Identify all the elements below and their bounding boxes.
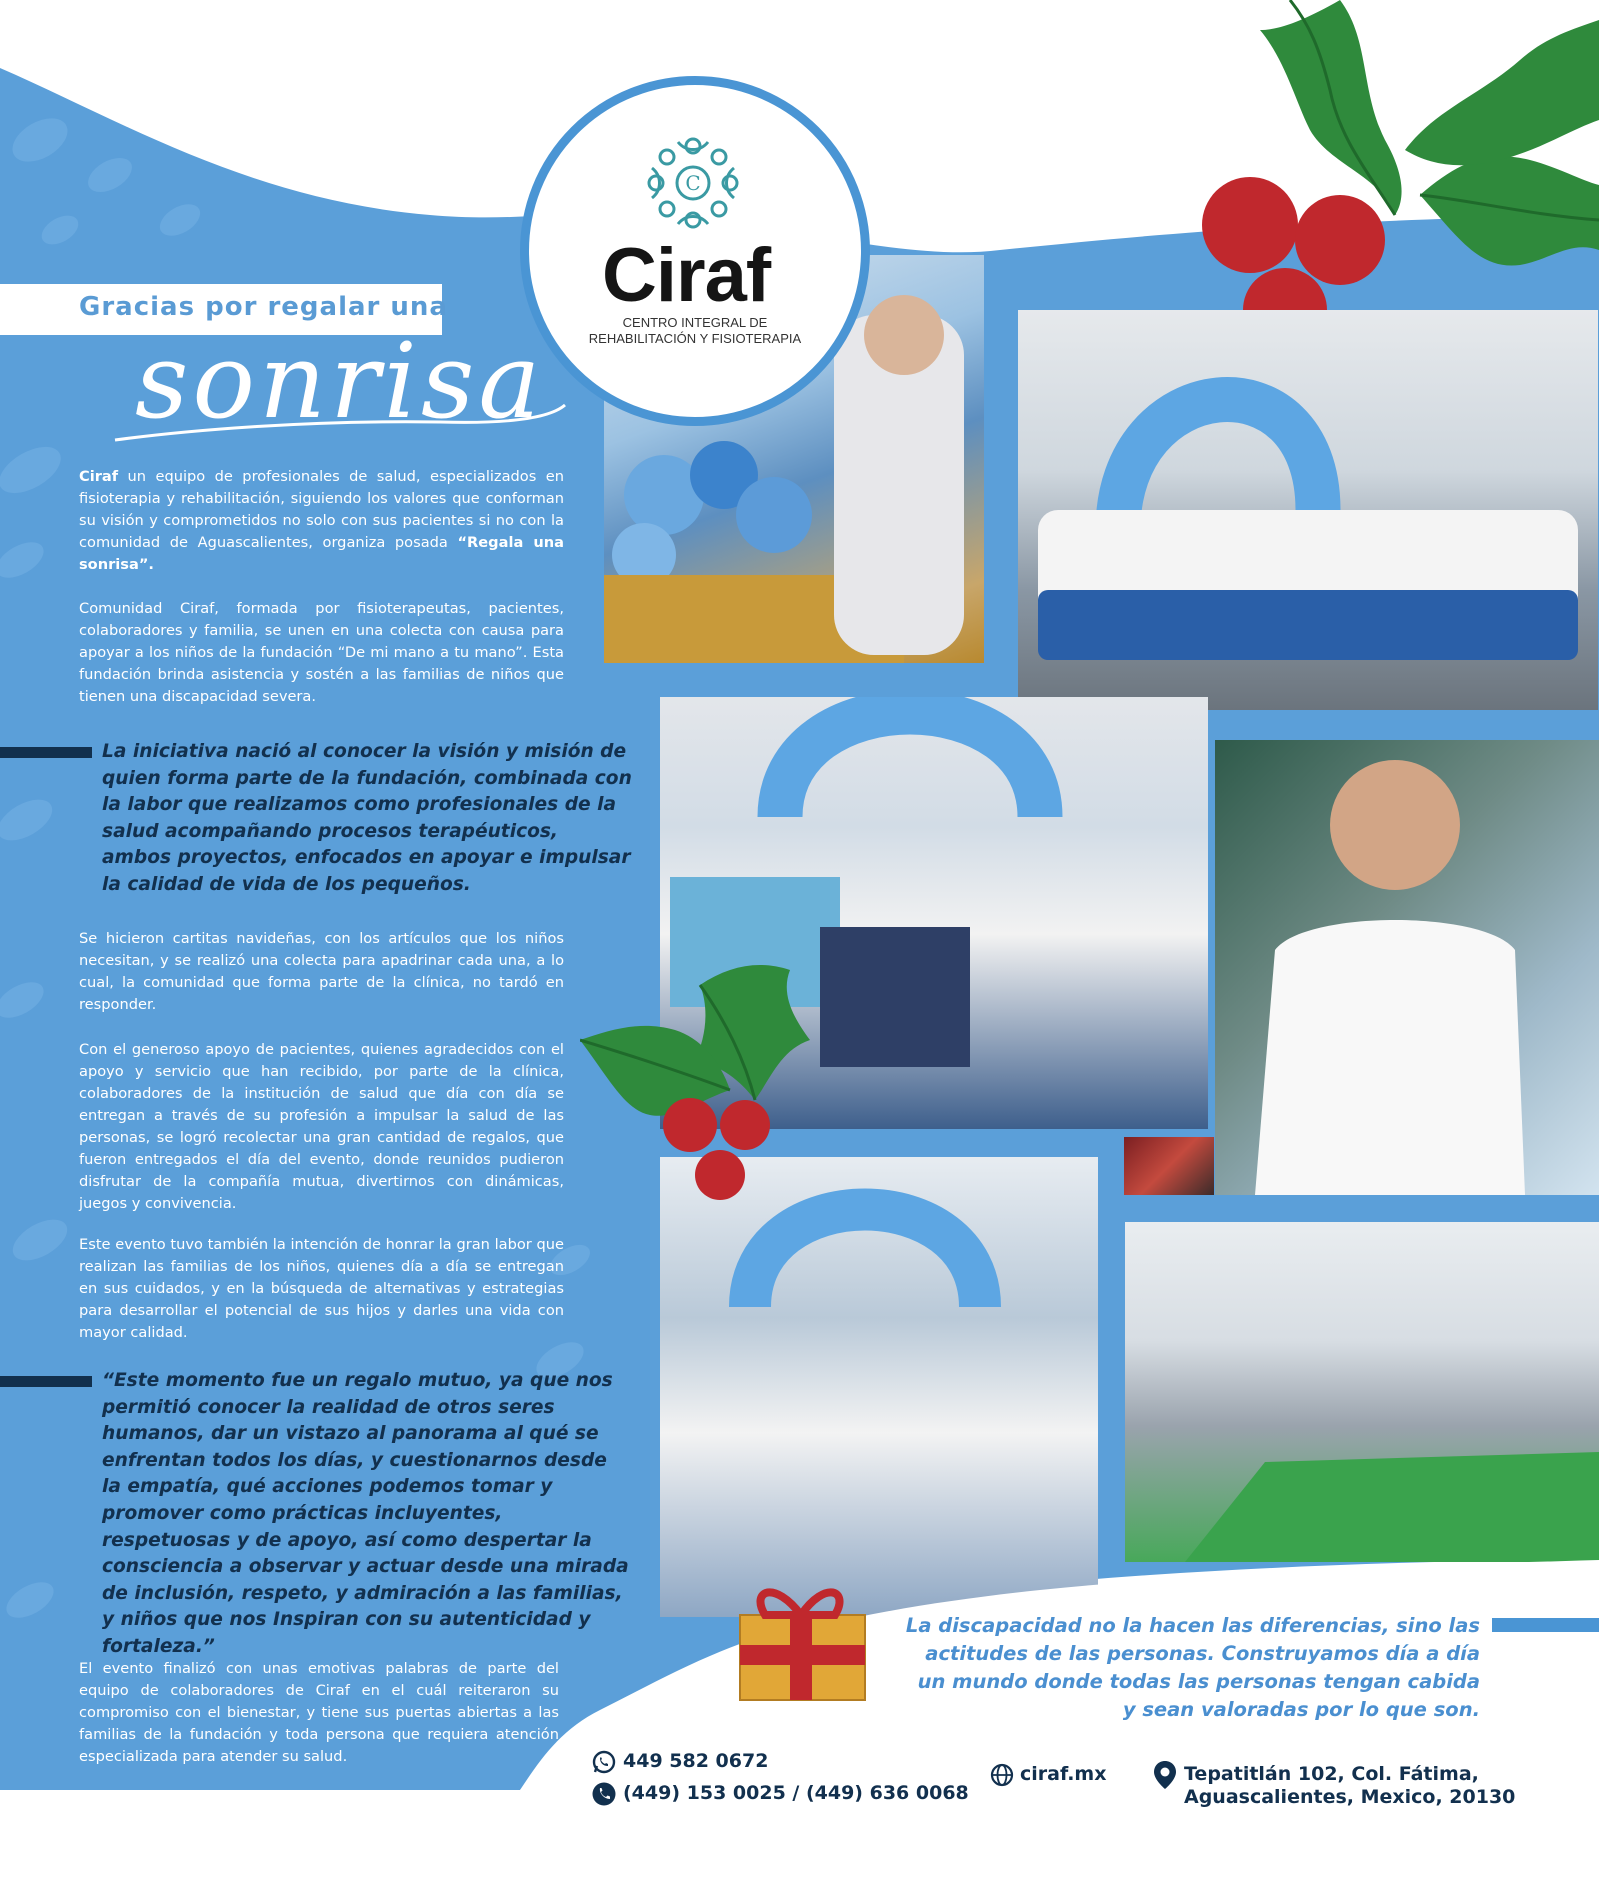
script-underline [110, 400, 570, 450]
gift-icon [735, 1575, 870, 1705]
globe-icon [990, 1763, 1014, 1787]
quote-initiative: La iniciativa nació al conocer la visión y misión de quien forma parte de la fundación, combinada con la labor que realizamos como profesionales de la salud acompañando procesos terapéuticos, ambos proyectos, enfocados en apoyar e impulsar la calidad de vida de los pequeños. [102, 741, 632, 895]
quote-mutual-gift: “Este momento fue un regalo mutuo, ya que nos permitió conocer la realidad de otros seres humanos, dar un vistazo al panorama al qué se enfrentan todos los días, y cuestionarnos desde la empatía, qué acciones podemos tomar y promover como prácticas incluyentes, respetuosas y de apoyo, así como despertar la consciencia a observar y actuar desde una mirada de inclusión, respeto, y admiración a las familias, y niños que nos Inspiran con su autenticidad y fortaleza.” [102, 1370, 629, 1657]
logo-name: Ciraf [602, 233, 771, 318]
whatsapp-icon [592, 1750, 616, 1774]
holly-top-right-icon [1190, 0, 1599, 330]
address-line1: Tepatitlán 102, Col. Fátima, [1184, 1763, 1479, 1785]
svg-text:C: C [685, 171, 701, 195]
intro-lead: Ciraf [79, 468, 119, 485]
logo-subtitle-line2: REHABILITACIÓN Y FISIOTERAPIA [588, 331, 802, 346]
phone-icon [592, 1782, 616, 1806]
intro-text: un equipo de profesionales de salud, especializados en fisioterapia y rehabilitación, siguiendo los valores que conforman su visión y comprometidos no solo con sus pacientes si no con la comunidad de Aguascalientes, organiza posada [79, 468, 564, 551]
photo-group-balloon-arch [1018, 310, 1598, 710]
photo-group-cheering [660, 1157, 1098, 1617]
bottom-wave [520, 1560, 1599, 1895]
photo-man-with-microphone [1215, 740, 1599, 1195]
ciraf-emblem-icon [638, 128, 748, 238]
closing-message: La discapacidad no la hacen las diferencias, sino las actitudes de las personas. Construyamos día a día un mundo donde todas las personas tengan cabida y sean valoradas por lo que son. [905, 1614, 1480, 1721]
paragraph-closing: El evento finalizó con unas emotivas palabras de parte del equipo de colaboradores de Ciraf en el cuál reiteraron su compromiso con el bienestar, y tiene sus puertas abiertas a las familias de la fundación y toda persona que requiera atención especializada para atender su salud. [79, 1660, 559, 1765]
website-link[interactable]: ciraf.mx [1020, 1763, 1107, 1785]
paragraph-letters: Se hicieron cartitas navideñas, con los artículos que los niños necesitan, y se realizó una colecta para apadrinar cada una, a lo cual, la comunidad que forma parte de la clínica, no tardó en responder. [79, 930, 564, 1013]
whatsapp-number[interactable]: 449 582 0672 [623, 1750, 769, 1772]
holly-middle-icon [580, 950, 830, 1210]
paragraph-support: Con el generoso apoyo de pacientes, quienes agradecidos con el apoyo y servicio que han recibido, por parte de la clínica, colaboradores de la institución de salud que día con día se entregan a través de su profesión a impulsar la salud de las personas, se logró recolectar una gran cantidad de regalos, que fueron entregados el día del evento, donde reunidos pudieron disfrutar de la compañía mutua, divertirnos con dinámicas, juegos y convivencia. [79, 1041, 564, 1212]
address-line2: Aguascalientes, Mexico, 20130 [1184, 1786, 1516, 1808]
intro-event-name: “Regala una sonrisa”. [79, 534, 564, 573]
phone-numbers[interactable]: (449) 153 0025 / (449) 636 0068 [623, 1782, 969, 1804]
paragraph-intro [79, 466, 564, 576]
photo-kids-table [1125, 1222, 1599, 1562]
quote-bar-1 [0, 747, 92, 758]
script-word: sonrisa [135, 320, 545, 442]
photo-ornament [1124, 1137, 1214, 1195]
paragraph-community: Comunidad Ciraf, formada por fisioterapeutas, pacientes, colaboradores y familia, se unen en una colecta con causa para apoyar a los niños de la fundación “De mi mano a tu mano”. Esta fundación brinda asistencia y sostén a las familias de niños que tienen una discapacidad severa. [79, 600, 564, 705]
paragraph-families: Este evento tuvo también la intención de honrar la gran labor que realizan las familias de los niños, quienes día a día se entregan en sus cuidados, y en la búsqueda de alternativas y estrategias para desarrollar el potencial de sus hijos y darles una vida con mayor calidad. [79, 1236, 564, 1341]
quote-bar-2 [0, 1376, 92, 1387]
closing-bar [1492, 1618, 1599, 1632]
logo-subtitle-line1: CENTRO INTEGRAL DE [622, 315, 768, 330]
logo-subtitle [570, 315, 820, 347]
location-pin-icon [1152, 1760, 1178, 1790]
headline: Gracias por regalar una [79, 292, 448, 322]
